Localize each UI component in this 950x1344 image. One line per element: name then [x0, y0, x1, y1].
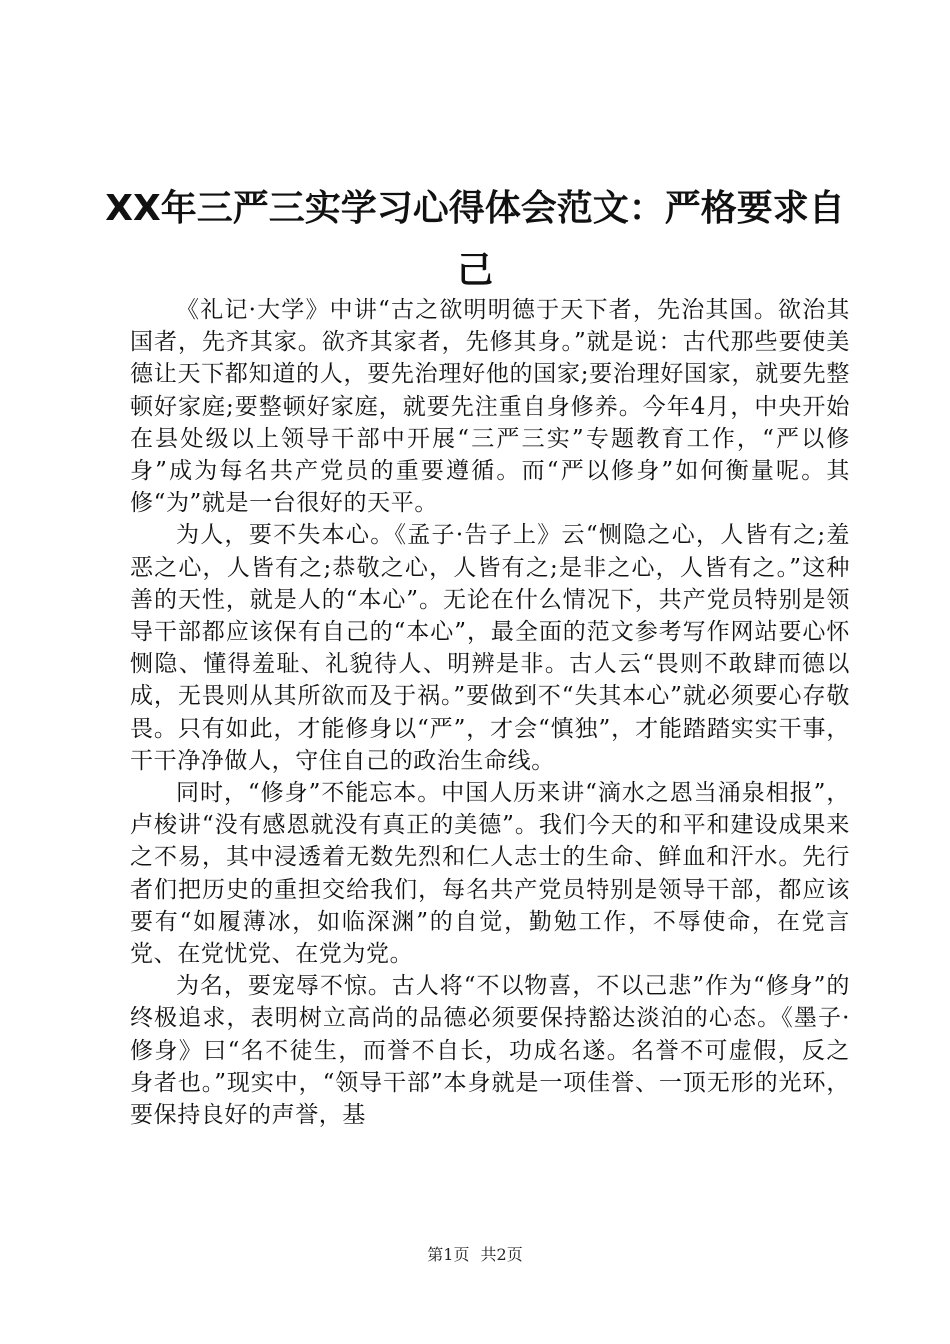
paragraph-4: 为名，要宠辱不惊。古人将“不以物喜，不以己悲”作为“修身”的终极追求，表明树立高尚的品德必须要保持豁达淡泊的心态。《墨子·修身》曰“名不徒生，而誉不自长，功成名遂。名誉不可虚假，反之身者也。”现实中，“领导干部”本身就是一项佳誉、一顶无形的光环，要保持良好的声誉，基	[130, 973, 850, 1129]
document-body	[130, 294, 850, 1131]
page-footer	[0, 1242, 950, 1265]
paragraph-2: 为人，要不失本心。《孟子·告子上》云“恻隐之心，人皆有之;羞恶之心，人皆有之;恭敬之心，人皆有之;是非之心，人皆有之。”这种善的天性，就是人的“本心”。无论在什么情况下，共产党员特别是领导干部都应该保有自己的“本心”，最全面的范文参考写作网站要心怀恻隐、懂得羞耻、礼貌待人、明辨是非。古人云“畏则不敢肆而德以成，无畏则从其所欲而及于祸。”要做到不“失其本心”就必须要心存敬畏。只有如此，才能修身以“严”，才会“慎独”，才能踏踏实实干事，干干净净做人，守住自己的政治生命线。	[130, 522, 850, 774]
page-total: 共2页	[480, 1245, 523, 1264]
paragraph-3: 同时，“修身”不能忘本。中国人历来讲“滴水之恩当涌泉相报”，卢梭讲“没有感恩就没有真正的美德”。我们今天的和平和建设成果来之不易，其中浸透着无数先烈和仁人志士的生命、鲜血和汗水。先行者们把历史的重担交给我们，每名共产党员特别是领导干部，都应该要有“如履薄冰，如临深渊”的自觉，勤勉工作，不辱使命，在党言党、在党忧党、在党为党。	[130, 780, 850, 968]
page-number: 第1页	[427, 1245, 470, 1264]
paragraph-1: 《礼记·大学》中讲“古之欲明明德于天下者，先治其国。欲治其国者，先齐其家。欲齐其家者，先修其身。”就是说：古代那些要使美德让天下都知道的人，要先治理好他的国家;要治理好国家，就要先整顿好家庭;要整顿好家庭，就要先注重自身修养。今年4月，中央开始在县处级以上领导干部中开展“三严三实”专题教育工作，“严以修身”成为每名共产党员的重要遵循。而“严以修身”如何衡量呢。其修“为”就是一台很好的天平。	[130, 297, 850, 517]
document-title: XX年三严三实学习心得体会范文：严格要求自己	[105, 188, 845, 291]
